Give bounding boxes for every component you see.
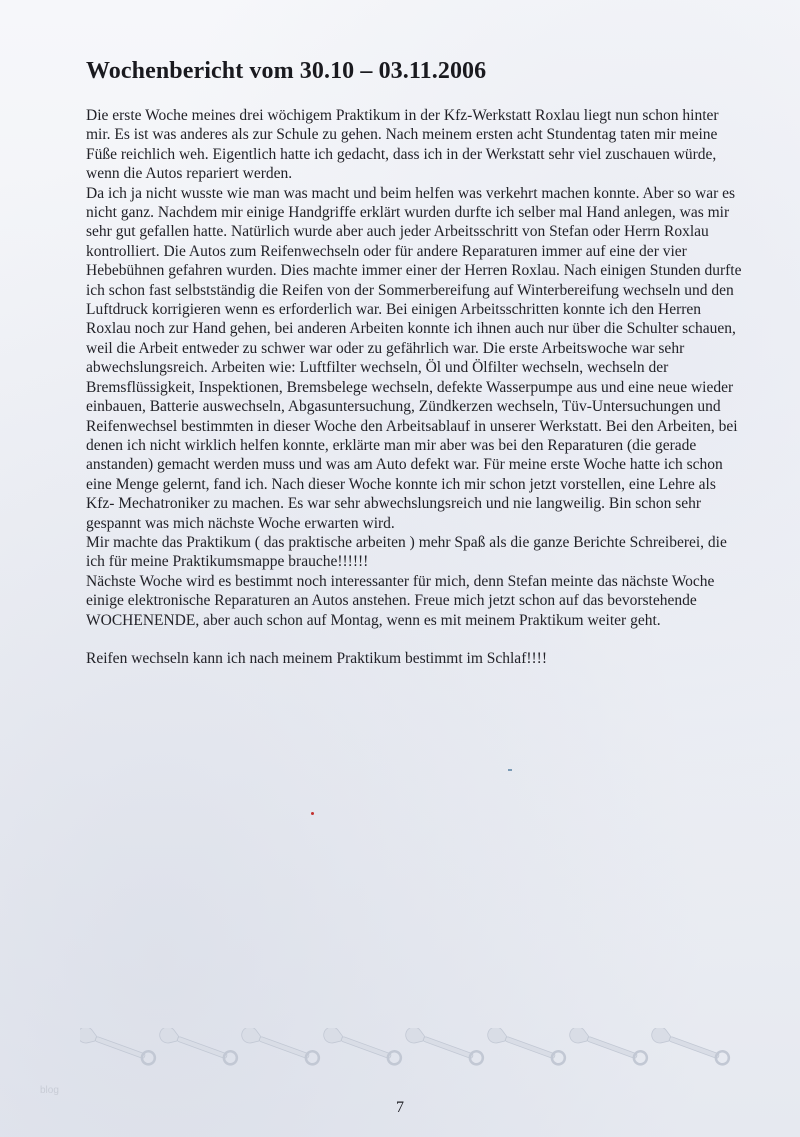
wrench-icon: [567, 1028, 649, 1068]
paragraph-outlook: Nächste Woche wird es bestimmt noch interessanter für mich, denn Stefan meinte das nächste Woche einige elektronische Reparaturen an Autos anstehen. Freue mich jetzt schon auf das bevorstehende WOCHENENDE, aber auch schon auf Montag, wenn es mit meinem Praktikum weiter geht.: [86, 572, 715, 629]
wrench-border: [80, 1028, 740, 1078]
wrench-icon: [157, 1028, 239, 1068]
wrench-icon: [80, 1028, 157, 1068]
paragraph-spacer: [86, 630, 746, 649]
ink-speck: [311, 812, 314, 815]
wrench-icon: [321, 1028, 403, 1068]
watermark-text: blog: [40, 1085, 59, 1096]
wrench-icon: [239, 1028, 321, 1068]
report-body: [86, 106, 746, 668]
paragraph-main: Da ich ja nicht wusste wie man was macht und beim helfen was verkehrt machen konnte. Aber so war es nicht ganz. Nachdem mir einige Handgriffe erklärt wurden durfte ich selber mal Hand anlegen, was mir sehr gut gefallen hatte. Natürlich wurde aber auch jeder Arbeitsschritt von Stefan oder Herrn Roxlau kontrolliert. Die Autos zum Reifenwechseln oder für andere Reparaturen immer auf eine der vier Hebebühnen gefahren wurden. Dies machte immer einer der Herren Roxlau. Nach einigen Stunden durfte ich schon fast selbstständig die Reifen von der Sommerbereifung auf Winterbereifung wechseln und den Luftdruck korrigieren wenn es erforderlich war. Bei einigen Arbeitsschritten konnte ich den Herren Roxlau noch zur Hand gehen, bei anderen Arbeiten konnte ich ihnen auch nur über die Schulter schauen, weil die Arbeit entweder zu schwer war oder zu gefährlich war. Die erste Arbeitswoche war sehr abwechslungsreich. Arbeiten wie: Luftfilter wechseln, Öl und Ölfilter wechseln, wechseln der Bremsflüssigkeit, Inspektionen, Bremsbelege wechseln, defekte Wasserpumpe aus und eine neue wieder einbauen, Batterie auswechseln, Abgasuntersuchung, Zündkerzen wechseln, Tüv-Untersuchungen und Reifenwechsel bestimmten in dieser Woche den Arbeitsablauf in unserer Werkstatt. Bei den Arbeiten, bei denen ich nicht wirklich helfen konnte, erklärte man mir aber was bei den Reparaturen (die gerade anstanden) gemacht werden muss und was am Auto defekt war. Für meine erste Woche hatte ich schon eine Menge gelernt, fand ich. Nach dieser Woche konnte ich mir schon jetzt vorstellen, eine Lehre als Kfz- Mechatroniker zu machen. Es war sehr abwechslungsreich und nie langweilig. Bin schon sehr gespannt was mich nächste Woche erwarten wird.: [86, 184, 742, 532]
paragraph-fun: Mir machte das Praktikum ( das praktische arbeiten ) mehr Spaß als die ganze Berichte Schreiberei, die ich für meine Praktikumsmappe brauche!!!!!!: [86, 533, 727, 571]
report-title: Wochenbericht vom 30.10 – 03.11.2006: [86, 58, 487, 84]
scan-mark: [508, 769, 512, 771]
paragraph-intro: Die erste Woche meines drei wöchigem Praktikum in der Kfz-Werkstatt Roxlau liegt nun schon hinter mir. Es ist was anderes als zur Schule zu gehen. Nach meinem ersten acht Stundentag taten mir meine Füße reichlich weh. Eigentlich hatte ich gedacht, dass ich in der Werkstatt sehr viel zuschauen würde, wenn die Autos repariert werden.: [86, 107, 719, 183]
page-number: 7: [396, 1099, 404, 1116]
wrench-icon: [403, 1028, 485, 1068]
wrench-icon: [649, 1028, 731, 1068]
paragraph-closing: Reifen wechseln kann ich nach meinem Praktikum bestimmt im Schlaf!!!!: [86, 649, 547, 667]
wrench-icon: [485, 1028, 567, 1068]
